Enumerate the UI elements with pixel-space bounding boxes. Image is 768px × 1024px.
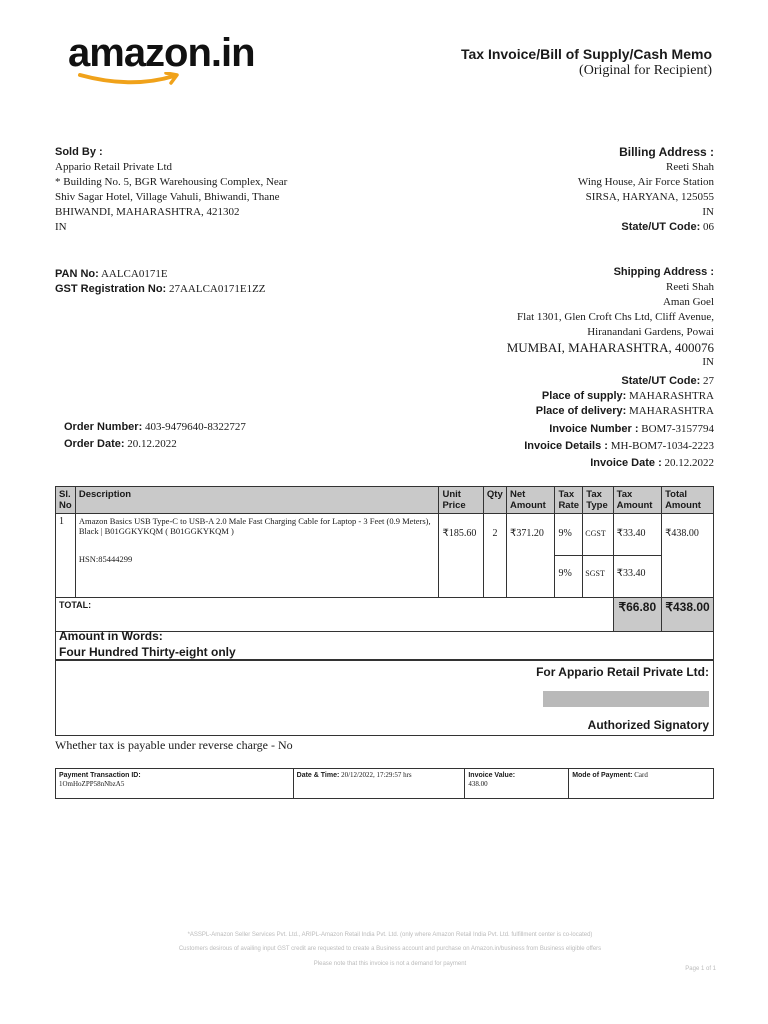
datetime-value: 20/12/2022, 17:29:57 hrs [341, 771, 412, 779]
shipping-line: Reeti Shah [666, 281, 714, 293]
cell-tax-amount [613, 514, 661, 598]
txn-value: 1OmHoZPP58nNbzA5 [59, 780, 125, 788]
sold-by-label: Sold By : [55, 146, 103, 158]
invoice-date-label: Invoice Date : [590, 457, 662, 469]
tax-type-cgst: CGST [583, 514, 612, 556]
signature-image [543, 691, 709, 707]
invoice-subtitle: (Original for Recipient) [579, 63, 712, 78]
txn-label: Payment Transaction ID: [59, 772, 141, 779]
footer-line-1: *ASSPL-Amazon Seller Services Pvt. Ltd., ARIPL-Amazon Retail India Pvt. Ltd. (only where Amazon Retail India Pvt. Ltd. fulfillment center is co-located) [187, 932, 593, 938]
tax-type-sgst: SGST [585, 569, 605, 578]
smile-arrow-icon [76, 72, 186, 88]
logo-text: amazon.in [68, 31, 255, 75]
pan-value: AALCA0171E [100, 268, 168, 280]
invoice-number-value: BOM7-3157794 [641, 423, 714, 435]
order-block [64, 419, 364, 453]
total-label: TOTAL: [56, 598, 614, 632]
gst-label: GST Registration No: [55, 283, 167, 295]
place-delivery-label: Place of delivery: [535, 405, 627, 417]
billing-state-code: 06 [703, 221, 714, 233]
payment-table [55, 768, 714, 799]
shipping-line: Hiranandani Gardens, Powai [587, 326, 714, 338]
cell-tax-type [583, 514, 613, 598]
cell-unit-price: ₹185.60 [439, 514, 483, 598]
item-hsn: HSN:85444299 [78, 554, 133, 564]
authorized-signatory: Authorized Signatory [587, 718, 709, 732]
tax-amount-sgst: ₹33.40 [616, 568, 646, 579]
amount-in-words-block [55, 626, 714, 660]
signature-block [55, 660, 714, 736]
table-row [56, 514, 714, 598]
col-header: Tax Type [583, 487, 613, 514]
order-number-label: Order Number: [64, 421, 143, 433]
billing-address-block [454, 145, 714, 235]
place-supply-value: MAHARASHTRA [629, 390, 714, 402]
shipping-line: Aman Goel [662, 296, 714, 308]
shipping-state-label: State/UT Code: [621, 375, 701, 387]
invoice-details-label: Invoice Details : [524, 440, 608, 452]
invoice-value: 438.00 [468, 780, 488, 788]
sold-by-line: Appario Retail Private Ltd [55, 161, 172, 173]
billing-label: Billing Address : [619, 145, 714, 159]
shipping-label: Shipping Address : [613, 266, 714, 278]
sold-by-block [55, 145, 375, 235]
shipping-address-block [414, 265, 714, 472]
order-date-label: Order Date: [64, 438, 125, 450]
amazon-logo [68, 28, 298, 88]
billing-line: SIRSA, HARYANA, 125055 [585, 191, 714, 203]
billing-state-label: State/UT Code: [621, 221, 701, 233]
billing-line: Wing House, Air Force Station [577, 176, 714, 188]
sold-by-line: * Building No. 5, BGR Warehousing Complex, Near [55, 176, 288, 188]
total-amount: ₹438.00 [662, 598, 714, 632]
shipping-state-code: 27 [703, 375, 714, 387]
payment-row [56, 769, 714, 799]
sold-by-line: BHIWANDI, MAHARASHTRA, 421302 [55, 206, 240, 218]
place-supply-label: Place of supply: [541, 390, 627, 402]
col-header: Description [75, 487, 439, 514]
payment-datetime-cell [293, 769, 465, 799]
billing-line: IN [702, 206, 714, 218]
pan-label: PAN No: [55, 268, 99, 280]
cell-sl: 1 [56, 514, 76, 598]
col-header: Total Amount [662, 487, 714, 514]
tax-ids-block [55, 267, 385, 297]
seller-sign-label: For Appario Retail Private Ltd: [536, 665, 709, 679]
sold-by-line: Shiv Sagar Hotel, Village Vahuli, Bhiwandi, Thane [55, 191, 280, 203]
payment-txn-cell [56, 769, 294, 799]
cell-qty: 2 [483, 514, 506, 598]
order-date-value: 20.12.2022 [127, 438, 177, 450]
mode-value: Card [634, 771, 648, 779]
payment-mode-cell [569, 769, 714, 799]
amount-words-value: Four Hundred Thirty-eight only [59, 645, 236, 659]
amount-words-label: Amount in Words: [59, 629, 163, 643]
page-number: Page 1 of 1 [685, 966, 716, 972]
cell-total-amount: ₹438.00 [662, 514, 714, 598]
col-header: Sl. No [56, 487, 76, 514]
footer-line-2: Customers desirous of availing input GST credit are requested to create a Business account and purchase on Amazon.in/business from Business eligible offers [178, 946, 602, 952]
datetime-label: Date & Time: [296, 772, 340, 779]
item-description: Amazon Basics USB Type-C to USB-A 2.0 Male Fast Charging Cable for Laptop - 3 Feet (0.9 Meters), Black | B01GGKYKQM ( B01GGKYKQM ) [78, 516, 431, 536]
invoice-number-label: Invoice Number : [549, 423, 639, 435]
gst-value: 27AALCA0171E1ZZ [168, 283, 266, 295]
invoice-date-value: 20.12.2022 [664, 457, 714, 469]
tax-rate-sgst: 9% [558, 568, 572, 579]
col-header: Net Amount [506, 487, 554, 514]
col-header: Tax Amount [613, 487, 661, 514]
payment-invoice-value-cell [465, 769, 569, 799]
invoice-details-value: MH-BOM7-1034-2223 [610, 440, 714, 452]
shipping-line: Flat 1301, Glen Croft Chs Ltd, Cliff Avenue, [517, 311, 714, 323]
footer-line-3: Please note that this invoice is not a demand for payment [313, 961, 467, 967]
invoice-value-label: Invoice Value: [468, 772, 516, 779]
invoice-items-table [55, 486, 714, 632]
shipping-line: IN [702, 356, 714, 368]
col-header: Qty [483, 487, 506, 514]
invoice-title: Tax Invoice/Bill of Supply/Cash Memo [460, 46, 712, 62]
col-header: Unit Price [439, 487, 483, 514]
invoice-header [461, 46, 712, 79]
shipping-line: MUMBAI, MAHARASHTRA, 400076 [506, 340, 714, 355]
table-header-row [56, 487, 714, 514]
col-header: Tax Rate [555, 487, 583, 514]
tax-amount-cgst: ₹33.40 [614, 514, 661, 556]
cell-description [75, 514, 439, 598]
cell-tax-rate [555, 514, 583, 598]
sold-by-line: IN [55, 221, 67, 233]
reverse-charge-note: Whether tax is payable under reverse charge - No [55, 738, 293, 752]
place-delivery-value: MAHARASHTRA [629, 405, 714, 417]
tax-rate-cgst: 9% [555, 514, 582, 556]
order-number-value: 403-9479640-8322727 [145, 421, 246, 433]
billing-line: Reeti Shah [666, 161, 714, 173]
mode-label: Mode of Payment: [572, 772, 633, 779]
cell-net-amount: ₹371.20 [506, 514, 554, 598]
total-tax-amount: ₹66.80 [613, 598, 661, 632]
